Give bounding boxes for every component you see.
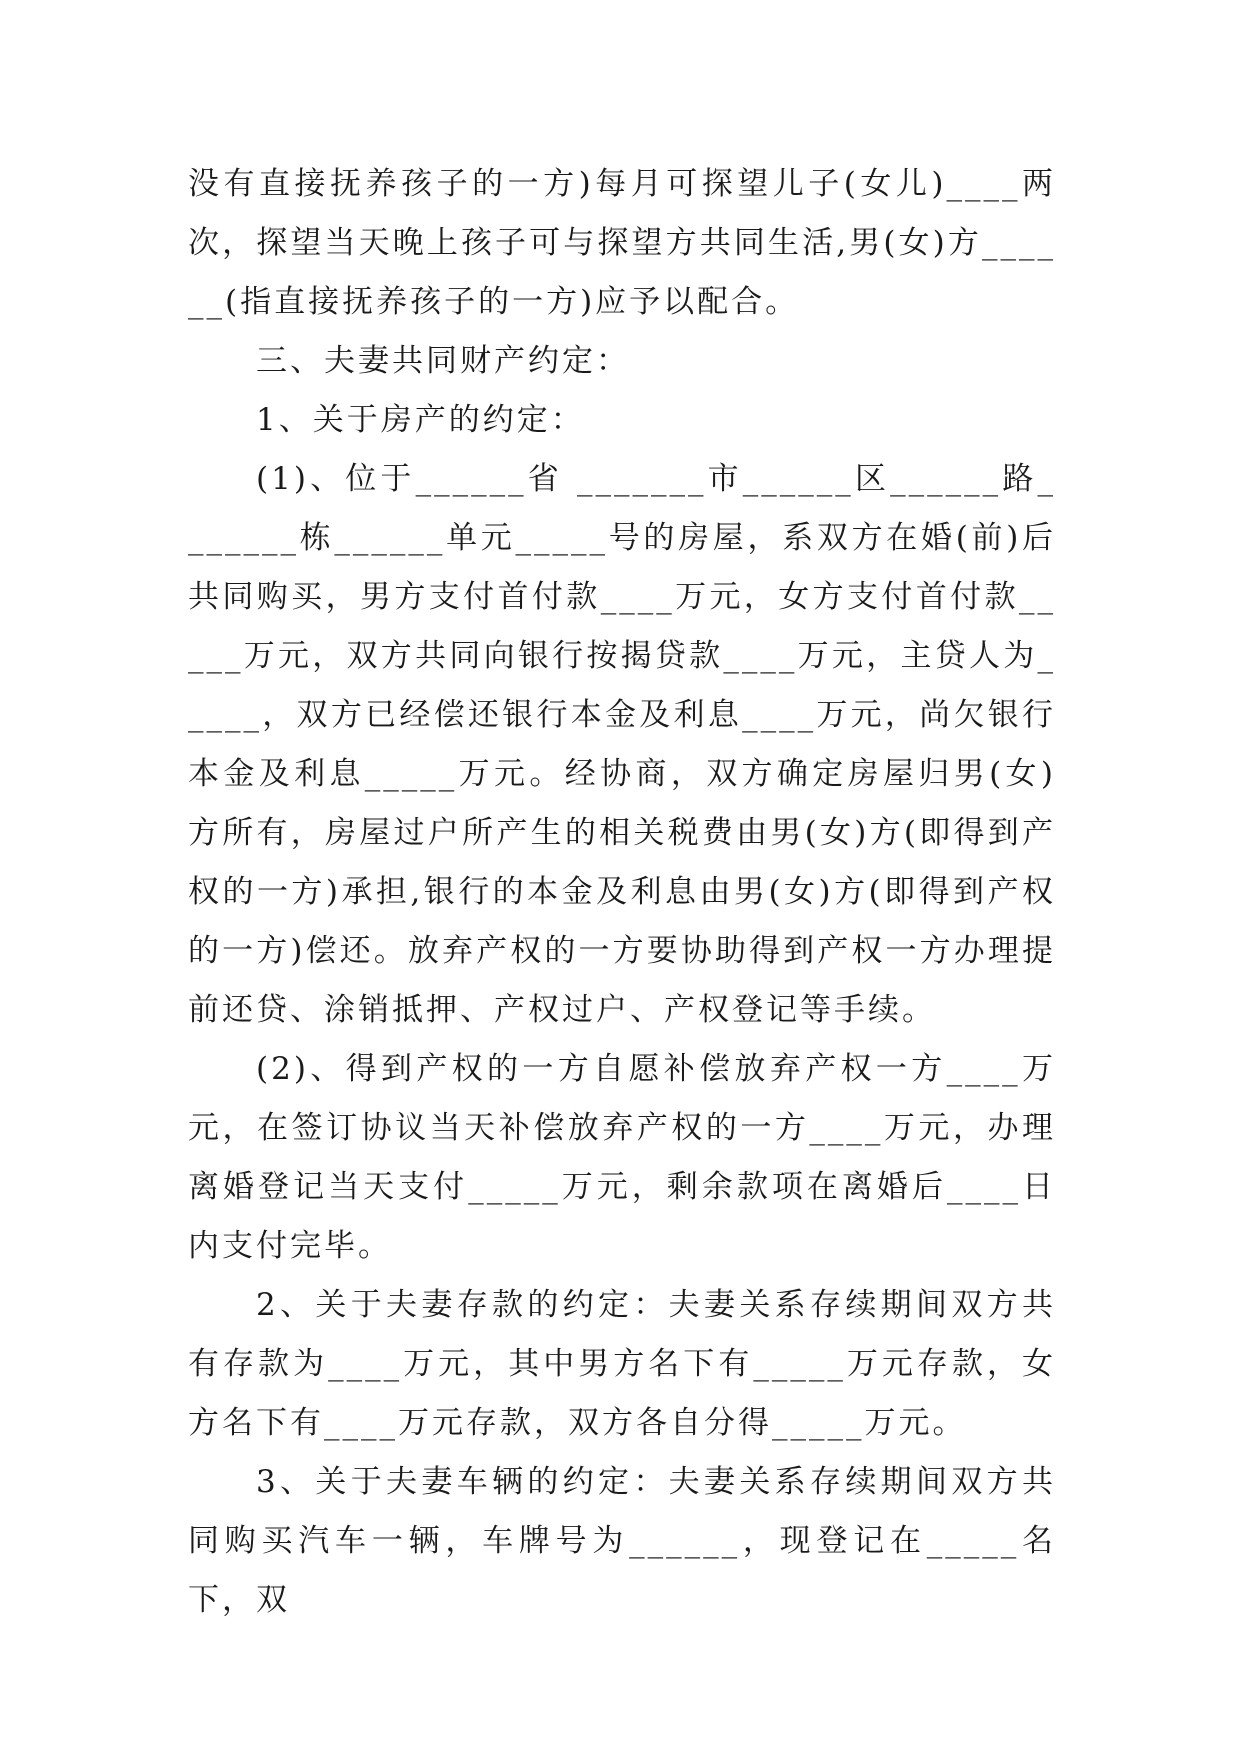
paragraph-vehicle: 3、关于夫妻车辆的约定：夫妻关系存续期间双方共同购买汽车一辆，车牌号为______，现登记在_____名下，双 [188,1464,1056,1618]
paragraph-savings: 2、关于夫妻存款的约定：夫妻关系存续期间双方共有存款为____万元，其中男方名下有_____万元存款，女方名下有____万元存款，双方各自分得_____万元。 [188,1287,1056,1441]
paragraph-visitation: 没有直接抚养孩子的一方)每月可探望儿子(女儿)____两次，探望当天晚上孩子可与探望方共同生活,男(女)方______(指直接抚养孩子的一方)应予以配合。 [188,166,1056,320]
paragraph-real-estate-2: (2)、得到产权的一方自愿补偿放弃产权一方____万元，在签订协议当天补偿放弃产权的一方____万元，办理离婚登记当天支付_____万元，剩余款项在离婚后____日内支付完毕。 [188,1051,1056,1264]
paragraph-real-estate-1: (1)、位于______省 _______市______区______路_______栋______单元_____号的房屋，系双方在婚(前)后共同购买，男方支付首付款____万元，女方支付首付款_____万元，双方共同向银行按揭贷款____万元，主贷人为_____，双方已经偿还银行本金及利息____万元，尚欠银行本金及利息_____万元。经协商，双方确定房屋归男(女)方所有，房屋过户所产生的相关税费由男(女)方(即得到产权的一方)承担,银行的本金及利息由男(女)方(即得到产权的一方)偿还。放弃产权的一方要协助得到产权一方办理提前还贷、涂销抵押、产权过户、产权登记等手续。 [188,461,1056,1028]
heading-joint-property: 三、夫妻共同财产约定： [256,343,630,379]
heading-real-estate: 1、关于房产的约定： [256,402,585,438]
document-body [188,155,1056,1630]
